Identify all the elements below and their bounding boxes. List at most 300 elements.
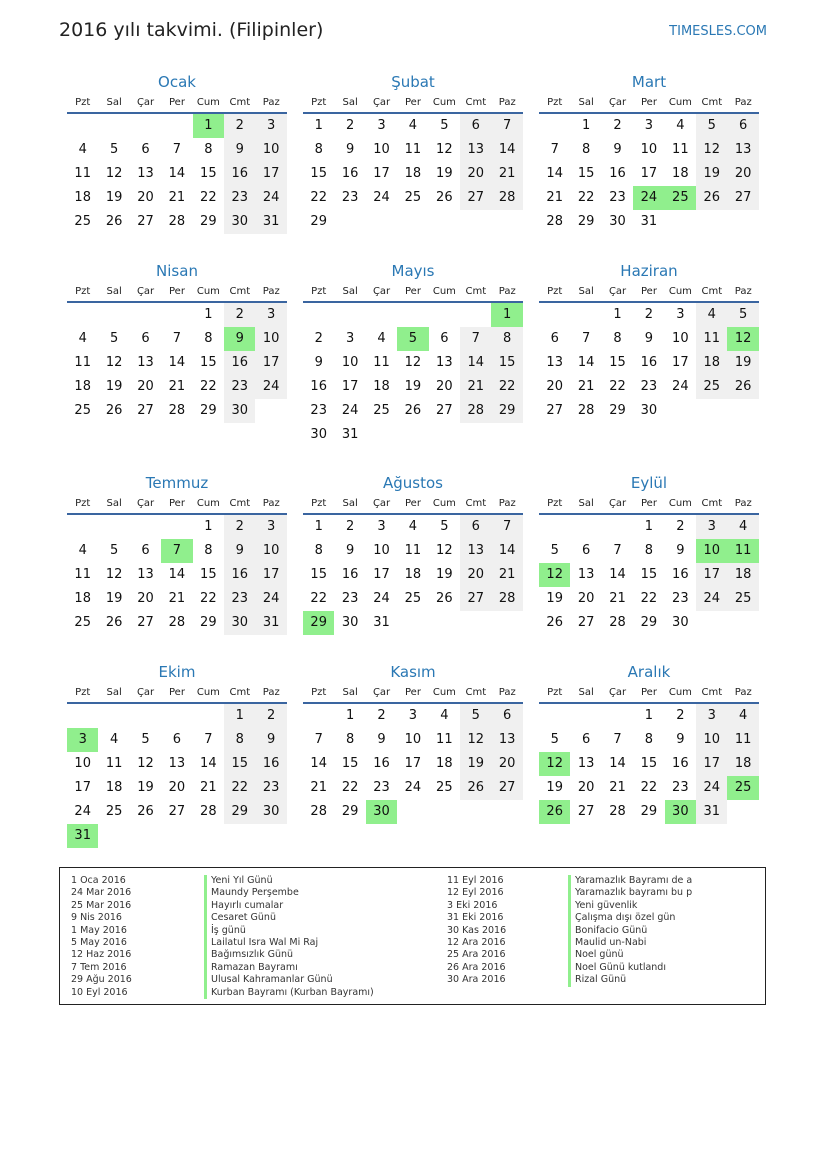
weekday-label: Sal [578, 687, 594, 698]
empty-cell [570, 704, 601, 728]
day-cell: 29 [341, 804, 359, 819]
day-cell: 3 [377, 519, 386, 534]
day-cell: 30 [255, 800, 286, 824]
holiday-day-cell: 10 [696, 539, 727, 563]
day-cell: 27 [577, 804, 595, 819]
day-cell: 13 [491, 728, 522, 752]
weekday-header [539, 282, 759, 303]
day-cell: 10 [404, 732, 422, 747]
empty-cell [570, 303, 601, 327]
day-cell: 1 [613, 307, 622, 322]
day-cell: 10 [696, 728, 727, 752]
weekday-label: Çar [608, 286, 627, 297]
day-cell: 17 [74, 780, 91, 795]
weekday-label: Pzt [311, 687, 327, 698]
weekday-label: Cmt [465, 97, 487, 108]
month-name: Ağustos [383, 474, 443, 492]
weekday-label: Cmt [701, 286, 723, 297]
day-cell: 23 [310, 403, 327, 418]
day-cell: 28 [168, 403, 186, 418]
day-cell: 9 [224, 539, 255, 563]
day-cell: 20 [137, 190, 154, 205]
day-cell: 2 [377, 708, 386, 723]
day-cell: 28 [168, 615, 186, 630]
day-cell: 15 [224, 752, 255, 776]
day-cell: 18 [696, 351, 727, 375]
day-cell: 27 [546, 403, 563, 418]
month-name: Ekim [158, 663, 196, 681]
day-cell: 27 [727, 186, 758, 210]
holiday-name: Bonifacio Günü [568, 925, 692, 937]
day-cell: 13 [137, 355, 154, 370]
day-cell: 5 [440, 519, 449, 534]
day-cell: 29 [609, 403, 626, 418]
day-cell: 10 [255, 138, 286, 162]
day-cell: 28 [200, 804, 217, 819]
day-cell: 7 [204, 732, 213, 747]
holiday-name: Hayırlı cumalar [204, 900, 374, 912]
holiday-day-cell: 5 [397, 327, 428, 351]
holiday-name: Kurban Bayramı (Kurban Bayramı) [204, 987, 374, 999]
day-cell: 10 [74, 756, 91, 771]
day-cell: 6 [460, 515, 491, 539]
holiday-date: 30 Ara 2016 [447, 974, 506, 986]
day-cell: 5 [109, 543, 119, 558]
day-cell: 20 [460, 563, 491, 587]
day-cell: 3 [408, 708, 418, 723]
day-cell: 8 [204, 331, 213, 346]
weekday-label: Paz [734, 687, 752, 698]
day-cell: 11 [74, 166, 91, 181]
holiday-legend [59, 867, 766, 1005]
day-cell: 4 [727, 704, 758, 728]
day-cell: 18 [404, 166, 422, 181]
empty-cell [397, 303, 428, 327]
day-cell: 29 [200, 615, 217, 630]
month-name: Eylül [630, 474, 668, 492]
weekday-label: Per [169, 286, 185, 297]
page-title: 2016 yılı takvimi. (Filipinler) [59, 19, 324, 41]
day-cell: 7 [460, 327, 491, 351]
weekday-label: Cmt [229, 286, 251, 297]
day-grid [539, 303, 759, 423]
day-cell: 2 [676, 708, 685, 723]
day-cell: 26 [460, 776, 491, 800]
weekday-label: Cum [432, 286, 456, 297]
weekday-label: Pzt [547, 687, 563, 698]
holiday-day-cell: 7 [161, 539, 192, 563]
day-cell: 19 [546, 591, 563, 606]
day-cell: 20 [137, 379, 154, 394]
day-grid [303, 704, 523, 824]
day-cell: 14 [200, 756, 217, 771]
day-cell: 5 [440, 118, 449, 133]
brand-link[interactable]: TIMESLES.COM [669, 24, 767, 39]
day-cell: 23 [255, 776, 286, 800]
empty-cell [67, 515, 98, 539]
weekday-label: Çar [372, 286, 391, 297]
weekday-label: Per [405, 498, 421, 509]
day-cell: 23 [224, 587, 255, 611]
holiday-name: Yeni Yıl Günü [204, 875, 374, 887]
day-cell: 22 [224, 776, 255, 800]
day-cell: 18 [105, 780, 123, 795]
day-cell: 8 [204, 543, 213, 558]
day-cell: 13 [460, 539, 491, 563]
day-cell: 14 [168, 567, 186, 582]
weekday-label: Paz [498, 286, 516, 297]
holiday-name: Yaramazlık Bayramı de a [568, 875, 692, 887]
day-cell: 28 [491, 186, 522, 210]
day-cell: 29 [577, 214, 595, 229]
weekday-label: Sal [578, 498, 594, 509]
day-cell: 1 [345, 708, 355, 723]
day-grid [303, 303, 523, 447]
day-cell: 26 [546, 615, 563, 630]
holiday-date: 10 Eyl 2016 [71, 986, 128, 998]
day-cell: 29 [200, 403, 217, 418]
weekday-label: Cmt [229, 97, 251, 108]
day-cell: 10 [640, 142, 658, 157]
day-cell: 26 [137, 804, 154, 819]
weekday-label: Per [641, 97, 657, 108]
day-cell: 28 [609, 804, 626, 819]
day-cell: 14 [491, 539, 522, 563]
weekday-label: Çar [136, 286, 155, 297]
weekday-header [539, 683, 759, 704]
weekday-header [67, 683, 287, 704]
day-cell: 1 [644, 519, 654, 534]
day-cell: 9 [676, 732, 685, 747]
day-cell: 25 [373, 403, 390, 418]
day-cell: 7 [550, 142, 559, 157]
month-name: Mart [631, 73, 667, 91]
day-cell: 24 [373, 190, 390, 205]
holiday-day-cell: 11 [727, 539, 758, 563]
empty-cell [602, 704, 633, 728]
day-cell: 15 [577, 166, 595, 181]
weekday-label: Sal [578, 97, 594, 108]
day-cell: 20 [460, 162, 491, 186]
day-cell: 22 [640, 591, 658, 606]
day-cell: 21 [168, 591, 186, 606]
day-cell: 14 [546, 166, 563, 181]
month-block [303, 260, 523, 447]
weekday-label: Sal [342, 498, 358, 509]
holiday-date: 1 Oca 2016 [71, 875, 126, 886]
day-cell: 1 [644, 708, 654, 723]
day-cell: 17 [696, 752, 727, 776]
day-cell: 19 [105, 190, 123, 205]
day-cell: 6 [141, 543, 150, 558]
day-cell: 7 [314, 732, 323, 747]
weekday-label: Çar [136, 687, 155, 698]
day-cell: 13 [577, 567, 595, 582]
weekday-label: Çar [608, 498, 627, 509]
empty-cell [67, 114, 98, 138]
holiday-date: 1 May 2016 [71, 924, 127, 936]
month-block [539, 260, 759, 423]
day-cell: 5 [460, 704, 491, 728]
day-cell: 28 [577, 403, 595, 418]
weekday-label: Cum [668, 97, 692, 108]
holiday-day-cell: 25 [727, 776, 758, 800]
weekday-label: Pzt [75, 286, 91, 297]
day-cell: 22 [640, 780, 658, 795]
day-cell: 15 [640, 567, 658, 582]
month-name: Nisan [156, 262, 198, 280]
day-cell: 25 [436, 780, 453, 795]
day-cell: 27 [460, 587, 491, 611]
weekday-label: Cmt [701, 97, 723, 108]
day-cell: 30 [224, 399, 255, 423]
holiday-date: 25 Mar 2016 [71, 899, 132, 911]
day-cell: 2 [255, 704, 286, 728]
holiday-date: 5 May 2016 [71, 937, 127, 949]
day-cell: 24 [255, 375, 286, 399]
day-grid [67, 704, 287, 848]
holiday-day-cell: 25 [665, 186, 696, 210]
day-cell: 22 [200, 591, 217, 606]
holiday-name: Yaramazlık bayramı bu p [568, 887, 692, 899]
day-cell: 18 [672, 166, 689, 181]
day-cell: 9 [377, 732, 386, 747]
day-cell: 5 [727, 303, 758, 327]
weekday-label: Pzt [547, 498, 563, 509]
holiday-name: Cesaret Günü [204, 912, 374, 924]
holiday-day-cell: 30 [665, 800, 696, 824]
day-cell: 9 [314, 355, 323, 370]
day-cell: 18 [727, 752, 758, 776]
day-cell: 17 [341, 379, 359, 394]
day-grid [67, 114, 287, 234]
day-cell: 2 [345, 118, 355, 133]
weekday-label: Cum [432, 97, 456, 108]
day-cell: 14 [609, 567, 626, 582]
day-cell: 21 [491, 563, 522, 587]
legend-dates-left [71, 875, 132, 999]
day-cell: 8 [581, 142, 591, 157]
weekday-label: Cmt [229, 498, 251, 509]
weekday-label: Cmt [229, 687, 251, 698]
day-cell: 5 [109, 142, 119, 157]
day-cell: 4 [408, 519, 418, 534]
weekday-label: Cmt [701, 498, 723, 509]
day-cell: 6 [172, 732, 182, 747]
day-cell: 6 [491, 704, 522, 728]
day-cell: 11 [672, 142, 689, 157]
day-cell: 9 [676, 543, 685, 558]
day-cell: 15 [310, 567, 327, 582]
day-cell: 23 [672, 591, 689, 606]
day-cell: 25 [74, 615, 91, 630]
weekday-label: Sal [342, 97, 358, 108]
month-block [67, 71, 287, 234]
day-cell: 4 [78, 543, 87, 558]
day-cell: 22 [200, 190, 217, 205]
weekday-label: Cum [196, 97, 220, 108]
day-cell: 12 [696, 138, 727, 162]
day-cell: 24 [404, 780, 422, 795]
holiday-name: Ramazan Bayramı [204, 962, 374, 974]
day-cell: 27 [460, 186, 491, 210]
day-cell: 23 [341, 190, 359, 205]
day-cell: 1 [204, 519, 213, 534]
day-cell: 16 [224, 162, 255, 186]
day-cell: 20 [727, 162, 758, 186]
weekday-header [539, 93, 759, 114]
weekday-label: Per [405, 97, 421, 108]
day-cell: 20 [168, 780, 186, 795]
weekday-label: Cum [432, 687, 456, 698]
day-cell: 17 [373, 567, 390, 582]
day-cell: 8 [644, 732, 654, 747]
day-cell: 23 [672, 780, 689, 795]
empty-cell [429, 303, 460, 327]
day-cell: 2 [676, 519, 685, 534]
day-cell: 6 [440, 331, 449, 346]
day-cell: 8 [314, 142, 323, 157]
holiday-day-cell: 1 [491, 303, 522, 327]
empty-cell [130, 704, 161, 728]
day-cell: 3 [255, 303, 286, 327]
day-cell: 13 [577, 756, 595, 771]
weekday-label: Per [641, 286, 657, 297]
weekday-label: Per [405, 286, 421, 297]
empty-cell [161, 303, 192, 327]
day-cell: 26 [727, 375, 758, 399]
empty-cell [161, 704, 192, 728]
day-cell: 22 [491, 375, 522, 399]
day-cell: 6 [550, 331, 559, 346]
day-cell: 12 [436, 142, 453, 157]
weekday-header [303, 494, 523, 515]
day-grid [539, 515, 759, 635]
day-cell: 31 [640, 214, 658, 229]
day-cell: 16 [672, 756, 689, 771]
weekday-label: Sal [342, 286, 358, 297]
day-cell: 22 [200, 379, 217, 394]
day-cell: 17 [696, 563, 727, 587]
holiday-date: 29 Ağu 2016 [71, 974, 132, 986]
weekday-label: Çar [372, 687, 391, 698]
day-cell: 27 [137, 615, 154, 630]
day-cell: 10 [373, 142, 390, 157]
month-block [67, 661, 287, 848]
day-cell: 4 [727, 515, 758, 539]
weekday-label: Paz [262, 498, 280, 509]
holiday-day-cell: 1 [193, 114, 224, 138]
day-cell: 19 [137, 780, 154, 795]
day-cell: 11 [404, 142, 422, 157]
day-grid [67, 303, 287, 423]
day-cell: 18 [74, 190, 91, 205]
day-cell: 14 [577, 355, 595, 370]
day-cell: 5 [550, 543, 559, 558]
weekday-label: Paz [734, 498, 752, 509]
day-cell: 30 [640, 403, 658, 418]
weekday-label: Cmt [465, 687, 487, 698]
weekday-label: Çar [608, 687, 627, 698]
day-cell: 3 [696, 515, 727, 539]
day-cell: 6 [141, 331, 150, 346]
day-cell: 1 [314, 519, 323, 534]
weekday-header [303, 93, 523, 114]
day-cell: 7 [172, 142, 182, 157]
day-cell: 22 [609, 379, 626, 394]
day-cell: 27 [491, 776, 522, 800]
day-cell: 6 [460, 114, 491, 138]
day-grid [67, 515, 287, 635]
holiday-date: 25 Ara 2016 [447, 949, 506, 961]
day-cell: 19 [436, 166, 453, 181]
day-cell: 25 [696, 375, 727, 399]
month-name: Mayıs [391, 262, 435, 280]
day-cell: 1 [204, 307, 213, 322]
day-cell: 26 [436, 591, 453, 606]
day-cell: 8 [345, 732, 355, 747]
day-cell: 11 [74, 567, 91, 582]
month-block [67, 260, 287, 423]
day-cell: 6 [581, 732, 591, 747]
day-cell: 2 [644, 307, 654, 322]
day-cell: 8 [644, 543, 654, 558]
month-block [303, 472, 523, 635]
day-cell: 5 [109, 331, 119, 346]
day-cell: 21 [609, 591, 626, 606]
day-cell: 20 [577, 591, 595, 606]
day-cell: 15 [341, 756, 359, 771]
holiday-date: 26 Ara 2016 [447, 961, 506, 973]
day-cell: 16 [224, 563, 255, 587]
weekday-label: Paz [498, 498, 516, 509]
day-cell: 16 [341, 166, 359, 181]
holiday-date: 12 Eyl 2016 [447, 887, 504, 899]
day-cell: 17 [404, 756, 422, 771]
weekday-label: Çar [372, 97, 391, 108]
month-name: Kasım [390, 663, 436, 681]
weekday-label: Pzt [311, 498, 327, 509]
day-cell: 30 [224, 611, 255, 635]
weekday-label: Sal [106, 286, 122, 297]
holiday-day-cell: 30 [366, 800, 397, 824]
day-cell: 1 [581, 118, 591, 133]
day-cell: 16 [640, 355, 658, 370]
day-cell: 10 [373, 543, 390, 558]
holiday-date: 9 Nis 2016 [71, 912, 122, 924]
day-cell: 21 [200, 780, 217, 795]
day-cell: 20 [546, 379, 563, 394]
day-cell: 6 [141, 142, 150, 157]
day-cell: 13 [137, 567, 154, 582]
day-cell: 25 [404, 591, 422, 606]
weekday-label: Per [169, 687, 185, 698]
day-cell: 19 [404, 379, 422, 394]
day-cell: 29 [200, 214, 217, 229]
holiday-date: 3 Eki 2016 [447, 899, 498, 911]
day-cell: 7 [491, 515, 522, 539]
month-block [303, 661, 523, 824]
day-cell: 22 [310, 591, 327, 606]
empty-cell [98, 704, 129, 728]
day-cell: 8 [613, 331, 622, 346]
day-cell: 4 [440, 708, 449, 723]
empty-cell [98, 303, 129, 327]
month-block [303, 71, 523, 234]
holiday-day-cell: 12 [539, 752, 570, 776]
day-cell: 21 [491, 162, 522, 186]
day-cell: 11 [696, 327, 727, 351]
